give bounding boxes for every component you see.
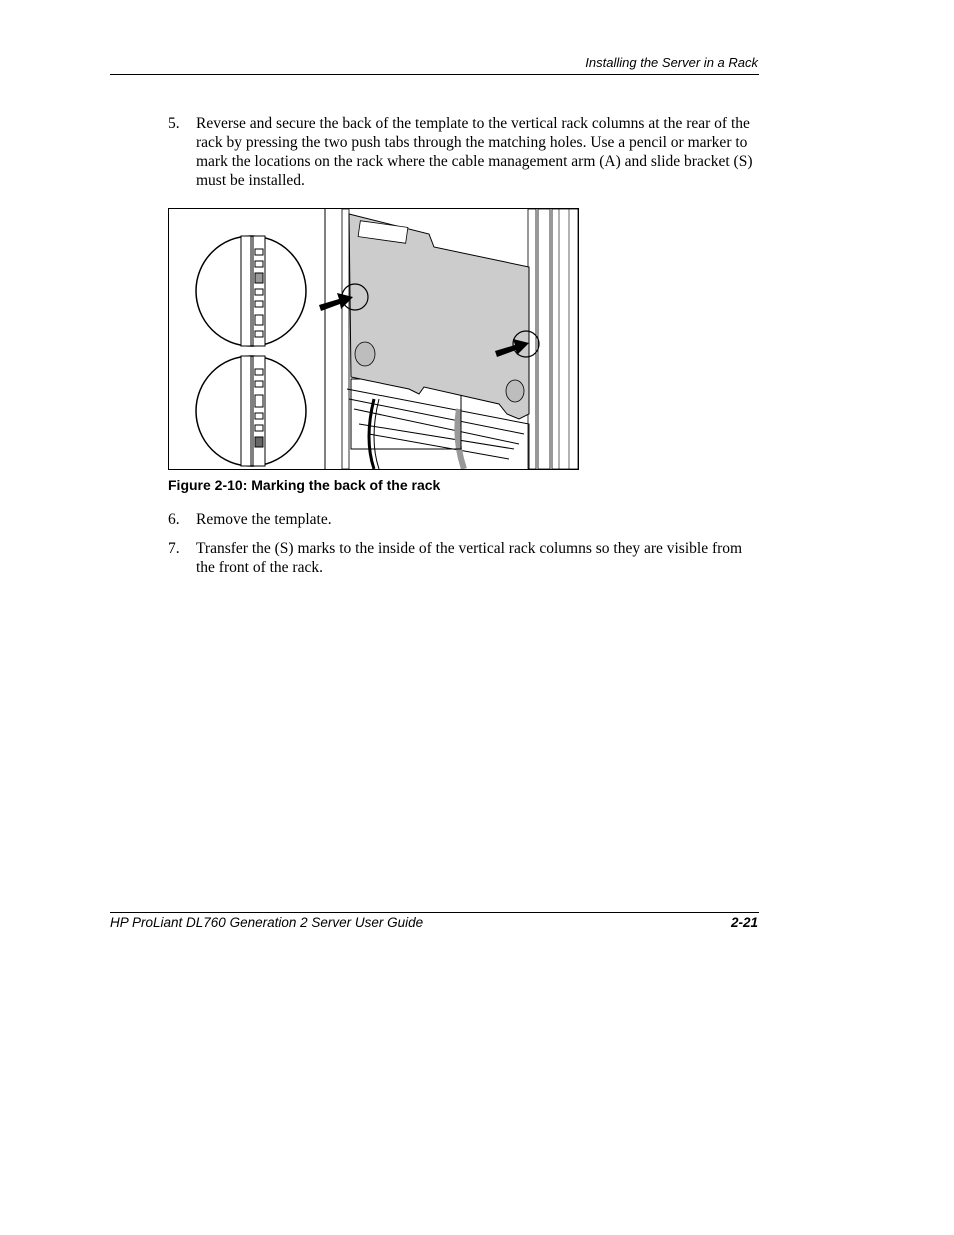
footer-document-title: HP ProLiant DL760 Generation 2 Server User Guide xyxy=(110,915,424,930)
rack-template-illustration xyxy=(169,209,578,469)
step-6 xyxy=(168,510,758,529)
step-text: Transfer the (S) marks to the inside of the vertical rack columns so they are visible from the front of the rack. xyxy=(196,540,743,576)
step-text: Reverse and secure the back of the template to the vertical rack columns at the rear of the rack by pressing the two push tabs through the matching holes. Use a pencil or marker to mark the locations on the rack where the cable management arm (A) and slide bracket (S) must be installed. xyxy=(196,115,753,189)
step-text: Remove the template. xyxy=(196,511,332,528)
rack-template-sheet xyxy=(349,214,529,419)
step-7 xyxy=(168,539,758,577)
header-rule xyxy=(110,74,759,75)
step-number: 7. xyxy=(168,540,180,557)
step-number: 6. xyxy=(168,511,180,528)
rack-detail-callout-bottom xyxy=(196,356,306,466)
figure-caption: Figure 2-10: Marking the back of the rack xyxy=(168,477,441,493)
step-5 xyxy=(168,114,758,190)
footer-rule xyxy=(110,912,759,913)
figure-illustration xyxy=(168,208,579,470)
footer-page-number: 2-21 xyxy=(730,915,758,930)
rack-detail-callout-top xyxy=(196,236,306,346)
step-number: 5. xyxy=(168,115,180,132)
running-header: Installing the Server in a Rack xyxy=(585,55,758,70)
